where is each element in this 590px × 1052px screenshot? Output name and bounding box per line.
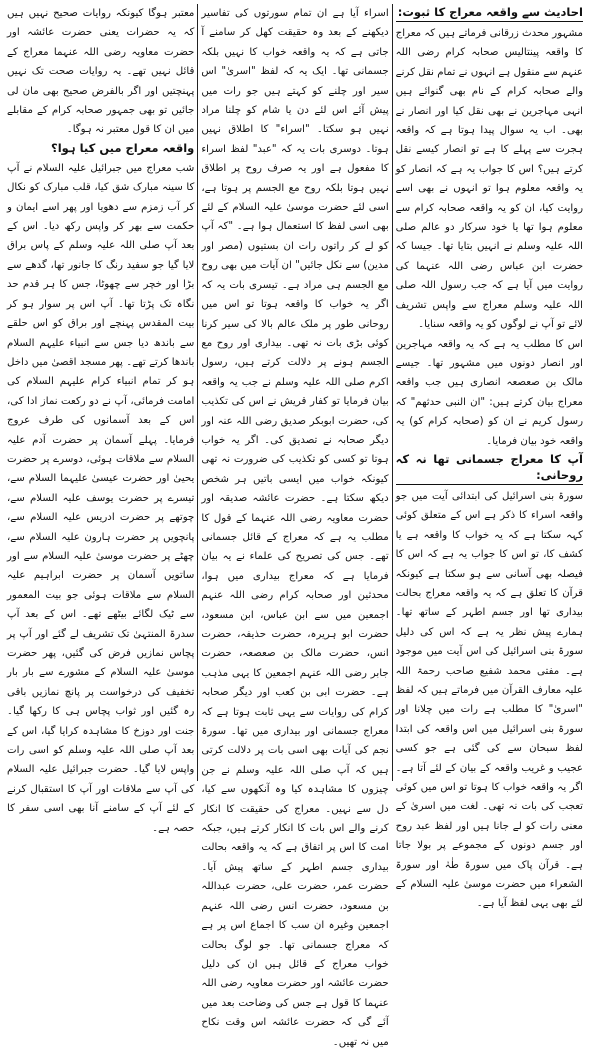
paragraph: اس کا مطلب یہ ہے کہ یہ واقعہ مہاجرین اور انصار دونوں میں مشہور تھا۔ جیسے مالک بن صعصعہ انصاری ہیں جب واقعہ معراج بیان کرتے ہیں: "ان النبی حدثھم" کہ رسول کریم نے ان کو (صحابہ کرام کو) یہ واقعہ خود بیان فرمایا۔	[395, 338, 583, 447]
column-right	[393, 4, 586, 910]
paragraph: سورۃ بنی اسرائیل کی ابتدائی آیت میں جو واقعہ اسراء کا ذکر ہے اس کے متعلق کوئی کہہ سکتا ہے کہ یہ خواب کا واقعہ ہے یا کشف کا، تو اس کا جواب یہ ہے کہ اس کا فیصلہ بھی آسانی سے ہو سکتا ہے کیونکہ قرآن کا تعلق ہے کہ یہ واقعہ معراج بحالت بیداری تھا اور جسم اطہر کے ساتھ تھا۔ ہمارے پیش نظر یہ ہے کہ اس کی دلیل سورۃ بنی اسرائیل کی اس آیت میں موجود ہے۔ مفتی محمد شفیع صاحب رحمۃ اللہ علیہ معارف القرآن میں فرماتے ہیں کہ لفظ "اسریٰ" کا مطلب ہے رات میں چلانا اور سورۃ بنی اسرائیل میں اس واقعہ کی ابتدا لفظ سبحان سے کی گئی ہے جو کسی عجیب و غریب واقعہ کے بیان کے لئے آتا ہے۔ اگر یہ واقعہ خواب کا ہوتا تو اس میں کوئی تعجب کی بات نہ تھی۔ لغت میں اسریٰ کے معنی رات کو لے جانا ہیں اور لفظ عبد روح اور جسم دونوں کے مجموعے پر بولا جاتا ہے۔ قرآن پاک میں سورۃ طٰہٰ اور سورۃ الشعراء میں حضرت موسیٰ علیہ السلام کے لئے بھی یہی لفظ آیا ہے۔	[395, 490, 583, 910]
paragraph: مشہور محدث زرقانی فرماتے ہیں کہ معراج کا واقعہ پینتالیس صحابہ کرام رضی اللہ عنہم سے منقول ہے انہوں نے تمام نقل کرنے والے صحابہ کرام کے نام بھی گنوائے ہیں انہی مہاجرین نے بھی نقل کیا اور انصار نے بھی۔ اب یہ سوال پیدا ہوتا ہے کہ واقعہ ہجرت سے پہلے کا ہے تو انصار کیسے نقل کرتے ہیں؟ اس کا جواب یہ ہے کہ انصار کو یہ واقعہ معلوم ہوا تو انہوں نے بھی اسے روایت کیا، ان کو یہ واقعہ صحابہ کرام سے معلوم ہوا تھا یا خود سرکار دو عالم صلی اللہ علیہ وسلم نے انہیں بتایا تھا۔ جیسا کہ حضرت ابن عباس رضی اللہ عنہما کی روایت میں آیا ہے کہ جب رسول اللہ صلی اللہ علیہ وسلم معراج سے واپس تشریف لائے تو آپ نے لوگوں کو یہ واقعہ سنایا۔	[395, 28, 583, 331]
paragraph: معتبر ہوگا کیونکہ روایات صحیح نہیں ہیں کہ یہ حضرات یعنی حضرت عائشہ اور حضرت معاویہ رضی اللہ عنہما معراج کے قائل نہیں تھے۔ یہ روایات صحت تک نہیں پہنچتیں اور اگر بالفرض صحیح بھی مان لی جائیں تو بھی جمہور صحابہ کرام کے مقابلے میں ان کا قول معتبر نہ ہوگا۔	[7, 8, 195, 136]
column-divider	[392, 4, 393, 781]
heading-hadith-proof: احادیث سے واقعہ معراج کا ثبوت:	[396, 4, 583, 22]
column-divider	[197, 4, 198, 781]
heading-physical-miraj: آپ کا معراج جسمانی تھا نہ کہ روحانی:	[396, 451, 583, 485]
paragraph: اسراء آیا ہے ان تمام سورتوں کی تفاسیر دیکھنے کے بعد وہ حقیقت کھل کر سامنے آ جاتی ہے کہ یہ واقعہ خواب کا نہیں بلکہ جسمانی تھا۔ ایک یہ کہ لفظ "اسریٰ" اس سیر اور چلنے کو کہتے ہیں جو رات میں پیش آئے اس لئے دن یا شام کو چلنا مراد نہیں ہو سکتا۔ "اسراء" کا اطلاق نہیں ہوتا۔ دوسری بات یہ کہ "عبد" لفظ اسراء کا مفعول ہے اور یہ صرف روح پر اطلاق نہیں ہوتا بلکہ روح مع الجسم پر ہوتا ہے، اسی لئے حضرت موسیٰ علیہ السلام کے لئے بھی اسی لفظ کا استعمال ہوا ہے۔ "کہ آپ کو لے کر راتوں رات ان بستیوں (مصر اور مدین) سے نکل جائیں" ان آیات میں بھی روح مع الجسم ہی مراد ہے۔ تیسری بات یہ کہ اگر یہ خواب کا واقعہ ہوتا تو اس میں روحانی طور پر ملک عالم بالا کی سیر کرنا کوئی بڑی بات نہ تھی۔ بیداری اور روح مع الجسم ہونے پر دلالت کرتے ہیں، رسول اکرم صلی اللہ علیہ وسلم نے جب یہ واقعہ بیان فرمایا تو کفار قریش نے اس کی تکذیب کی، حضرت ابوبکر صدیق رضی اللہ عنہ اور دیگر صحابہ نے تصدیق کی۔ اگر یہ خواب ہوتا تو کسی کو تکذیب کی ضرورت نہ تھی کیونکہ خواب میں ایسی باتیں ہر شخص دیکھ سکتا ہے۔ حضرت عائشہ صدیقہ اور حضرت معاویہ رضی اللہ عنہما کے قول کا مطلب یہ ہے کہ معراج کے قائل جسمانی تھے۔ جس کی تصریح کی علماء نے یہ بیان فرمایا ہے کہ معراج بیداری میں ہوا، محدثین اور صحابہ کرام رضی اللہ عنہم اجمعین میں سے ابن عباس، ابن مسعود، حضرت ابو ہریرہ، حضرت حذیفہ، حضرت انس، حضرت مالک بن صعصعہ، حضرت جابر رضی اللہ عنہم اجمعین کا یہی مذہب ہے۔ حضرت ابی بن کعب اور دیگر صحابہ کرام کی روایات سے یہی ثابت ہوتا ہے کہ معراج جسمانی اور بیداری میں تھا۔ سورۃ نجم کی آیات بھی اسی بات پر دلالت کرتی ہیں کہ آپ صلی اللہ علیہ وسلم نے جن چیزوں کا مشاہدہ کیا وہ آنکھوں سے کیا، دل سے نہیں۔ معراج کی حقیقت کا انکار کرنے والے اس بات کا انکار کرتے ہیں، جبکہ امت کا اس پر اتفاق ہے کہ یہ واقعہ بحالت بیداری جسم اطہر کے ساتھ پیش آیا۔ حضرت عمر، حضرت علی، حضرت عبداللہ بن مسعود، حضرت انس رضی اللہ عنہم اجمعین وغیرہ ان سب کا اجماع اس پر ہے کہ معراج جسمانی تھا۔ جو لوگ بحالت خواب معراج کے قائل ہیں ان کی دلیل حضرت عائشہ اور حضرت معاویہ رضی اللہ عنہما کا قول ہے جس کی وضاحت بعد میں آئے گی کہ حضرت عائشہ اس وقت نکاح میں نہ تھیں۔	[201, 8, 389, 1048]
column-middle	[198, 4, 391, 1048]
column-left	[4, 4, 197, 834]
heading-what-happened: واقعہ معراج میں کیا ہوا؟	[51, 140, 195, 155]
paragraph: شب معراج میں جبرائیل علیہ السلام نے آپ کا سینہ مبارک شق کیا، قلب مبارک کو نکال کر آب زمزم سے دھویا اور پھر اسے ایمان و حکمت سے بھر کر واپس رکھ دیا۔ اس کے بعد آپ صلی اللہ علیہ وسلم کے پاس براق لایا گیا جو سفید رنگ کا جانور تھا، گدھے سے بڑا اور خچر سے چھوٹا، جس کا ہر قدم حد نگاہ تک پڑتا تھا۔ آپ اس پر سوار ہو کر بیت المقدس پہنچے اور براق کو اس حلقے سے باندھ دیا جس سے انبیاء علیہم السلام باندھا کرتے تھے۔ پھر مسجد اقصیٰ میں داخل ہو کر تمام انبیاء کرام علیہم السلام کی امامت فرمائی، آپ نے دو رکعت نماز ادا کی، اس کے بعد آسمانوں کی طرف عروج فرمایا۔ پہلے آسمان پر حضرت آدم علیہ السلام سے ملاقات ہوئی، دوسرے پر حضرت یحییٰ اور حضرت عیسیٰ علیہما السلام سے، تیسرے پر حضرت یوسف علیہ السلام سے، چوتھے پر حضرت ادریس علیہ السلام سے، پانچویں پر حضرت ہارون علیہ السلام سے، چھٹے پر حضرت موسیٰ علیہ السلام سے اور ساتویں آسمان پر حضرت ابراہیم علیہ السلام سے ملاقات ہوئی جو بیت المعمور سے ٹیک لگائے بیٹھے تھے۔ اس کے بعد آپ سدرۃ المنتہیٰ تک تشریف لے گئے اور آپ پر پچاس نمازیں فرض کی گئیں، پھر حضرت موسیٰ علیہ السلام کے مشورے سے بار بار تخفیف کی درخواست پر پانچ نمازیں باقی رہ گئیں اور ثواب پچاس ہی کا رکھا گیا۔ جنت اور دوزخ کا مشاہدہ کرایا گیا، اس کے بعد آپ صلی اللہ علیہ وسلم کو اسی رات واپس لایا گیا۔ حضرت جبرائیل علیہ السلام کی آپ سے ملاقات اور آپ کا استقبال کرنے کے لئے آپ کے سامنے آنا بھی اسی سفر کا حصہ ہے۔	[7, 162, 195, 834]
